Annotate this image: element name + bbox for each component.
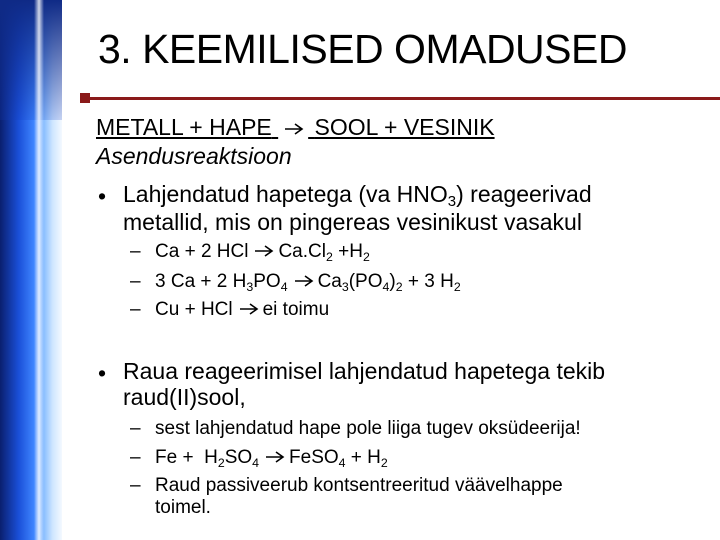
dash-icon: – (130, 447, 141, 468)
bullet-2-line-2: raud(II)sool, (123, 384, 246, 410)
arrow-right-icon (265, 450, 285, 464)
heading-right: SOOL + VESINIK (314, 114, 495, 140)
heading-left: METALL + HAPE (96, 114, 272, 140)
bullet-1-line-1: Lahjendatud hapetega (va $HNO_3$) reageerivad (123, 181, 592, 210)
note-3-line-1: Raud passiveerub kontsentreeritud väävelhappe (155, 475, 563, 496)
arrow-right-icon (254, 244, 274, 258)
bullet-icon: • (98, 360, 107, 386)
arrow-right-icon (284, 122, 304, 136)
reaction-2: 3 Ca + 2 $H_3PO_4$ $Ca_3(PO_4)_2 + 3$ $H_2$ (155, 271, 461, 294)
arrow-right-icon (239, 302, 259, 316)
dash-icon: – (130, 299, 141, 320)
page-title: 3. KEEMILISED OMADUSED (98, 26, 627, 72)
dash-icon: – (130, 475, 141, 496)
reaction-type: Asendusreaktsioon (96, 143, 292, 169)
reaction-4: $Fe + H_2SO_4$ FeSO$_4$ + $H_2$ (155, 447, 388, 470)
note-1: sest lahjendatud hape pole liiga tugev oksüdeerija! (155, 418, 581, 439)
reaction-1: Ca + 2 HCl $Ca.Cl_2 +H_2$ (155, 241, 370, 264)
reaction-3: Cu + HCl ei toimu (155, 299, 330, 320)
title-divider (80, 97, 720, 100)
arrow-right-icon (294, 274, 314, 288)
dash-icon: – (130, 241, 141, 262)
bullet-1-line-2: metallid, mis on pingereas vesinikust vasakul (123, 209, 582, 235)
dash-icon: – (130, 271, 141, 292)
bullet-2-line-1: Raua reageerimisel lahjendatud hapetega tekib (123, 358, 606, 384)
dash-icon: – (130, 418, 141, 439)
note-3-line-2: toimel. (155, 497, 211, 518)
bullet-icon: • (98, 183, 107, 209)
test-tube-image (0, 0, 62, 540)
reaction-heading (96, 113, 495, 142)
